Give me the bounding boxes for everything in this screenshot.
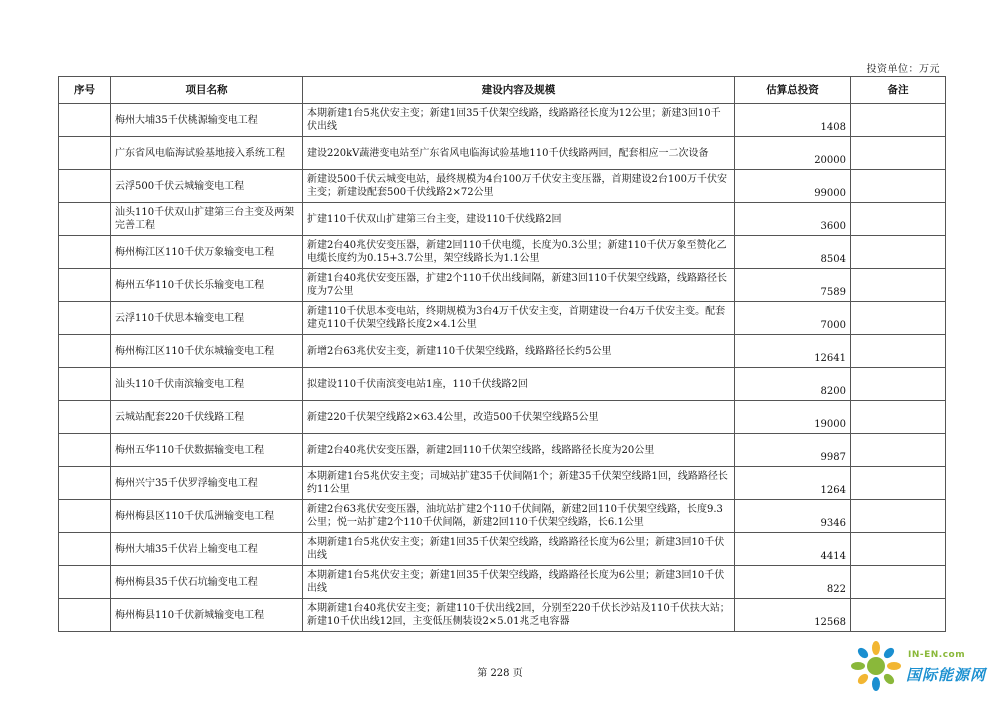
row-investment: 12641	[735, 335, 851, 368]
row-project-name: 云浮500千伏云城输变电工程	[111, 170, 303, 203]
row-content: 新建1台40兆伏安变压器，扩建2个110千伏出线间隔，新建3回110千伏架空线路，线路路径长度为7公里	[303, 269, 735, 302]
row-seq	[59, 203, 111, 236]
row-note	[851, 599, 946, 632]
row-note	[851, 137, 946, 170]
row-content: 扩建110千伏双山扩建第三台主变，建设110千伏线路2回	[303, 203, 735, 236]
row-content: 本期新建1台5兆伏安主变；新建1回35千伏架空线路，线路路径长度为12公里；新建3回10千伏出线	[303, 104, 735, 137]
row-note	[851, 236, 946, 269]
table-row	[59, 335, 946, 368]
row-project-name: 梅州梅江区110千伏万象输变电工程	[111, 236, 303, 269]
row-seq	[59, 500, 111, 533]
table-row	[59, 533, 946, 566]
row-content: 新建2台40兆伏安变压器，新建2回110千伏架空线路，线路路径长度为20公里	[303, 434, 735, 467]
header-name: 项目名称	[111, 77, 303, 104]
row-seq	[59, 269, 111, 302]
table-row	[59, 368, 946, 401]
table-row	[59, 467, 946, 500]
row-project-name: 梅州五华110千伏数据输变电工程	[111, 434, 303, 467]
row-investment: 19000	[735, 401, 851, 434]
sun-logo-icon	[850, 640, 902, 692]
row-note	[851, 104, 946, 137]
row-project-name: 梅州梅县110千伏新城输变电工程	[111, 599, 303, 632]
row-seq	[59, 566, 111, 599]
row-investment: 20000	[735, 137, 851, 170]
row-investment: 1408	[735, 104, 851, 137]
row-content: 拟建设110千伏南滨变电站1座，110千伏线路2回	[303, 368, 735, 401]
row-content: 新建220千伏架空线路2×63.4公里，改造500千伏架空线路5公里	[303, 401, 735, 434]
row-note	[851, 533, 946, 566]
row-seq	[59, 236, 111, 269]
header-note: 备注	[851, 77, 946, 104]
row-seq	[59, 335, 111, 368]
row-note	[851, 566, 946, 599]
row-note	[851, 500, 946, 533]
row-investment: 9346	[735, 500, 851, 533]
row-content: 新建2台63兆伏安变压器，油坑站扩建2个110千伏间隔，新建2回110千伏架空线路，长度9.3公里；悦一站扩建2个110千伏间隔，新建2回110千伏架空线路，长6.1公里	[303, 500, 735, 533]
row-content: 本期新建1台5兆伏安主变；司城站扩建35千伏间隔1个；新建35千伏架空线路1回，线路路径长约11公里	[303, 467, 735, 500]
row-note	[851, 269, 946, 302]
header-content: 建设内容及规模	[303, 77, 735, 104]
row-note	[851, 170, 946, 203]
row-seq	[59, 104, 111, 137]
row-project-name: 梅州兴宁35千伏罗浮输变电工程	[111, 467, 303, 500]
table-row	[59, 434, 946, 467]
row-seq	[59, 533, 111, 566]
table-row	[59, 566, 946, 599]
row-investment: 99000	[735, 170, 851, 203]
row-project-name: 梅州大埔35千伏桃源输变电工程	[111, 104, 303, 137]
row-seq	[59, 170, 111, 203]
row-seq	[59, 434, 111, 467]
row-content: 新建2台40兆伏安变压器，新建2回110千伏电缆，长度为0.3公里；新建110千伏万象至赞化乙电缆长度约为0.15+3.7公里，架空线路长为1.1公里	[303, 236, 735, 269]
row-investment: 8200	[735, 368, 851, 401]
table-row	[59, 401, 946, 434]
row-investment: 7000	[735, 302, 851, 335]
row-content: 本期新建1台5兆伏安主变；新建1回35千伏架空线路，线路路径长度为6公里；新建3回10千伏出线	[303, 566, 735, 599]
investment-unit-label: 投资单位：万元	[866, 64, 940, 75]
page-number: 第 228 页	[477, 668, 523, 679]
row-seq	[59, 368, 111, 401]
row-content: 新建设500千伏云城变电站，最终规模为4台100万千伏安主变压器，首期建设2台100万千伏安主变；新建设配套500千伏线路2×72公里	[303, 170, 735, 203]
row-project-name: 汕头110千伏双山扩建第三台主变及两架完善工程	[111, 203, 303, 236]
row-project-name: 梅州大埔35千伏岩上输变电工程	[111, 533, 303, 566]
row-investment: 3600	[735, 203, 851, 236]
row-investment: 7589	[735, 269, 851, 302]
row-project-name: 梅州梅县35千伏石坑输变电工程	[111, 566, 303, 599]
watermark-cn: 国际能源网	[906, 666, 987, 684]
row-project-name: 云城站配套220千伏线路工程	[111, 401, 303, 434]
row-project-name: 梅州五华110千伏长乐输变电工程	[111, 269, 303, 302]
row-investment: 4414	[735, 533, 851, 566]
table-row	[59, 302, 946, 335]
row-note	[851, 368, 946, 401]
table-row	[59, 236, 946, 269]
row-investment: 9987	[735, 434, 851, 467]
row-seq	[59, 302, 111, 335]
table-row	[59, 599, 946, 632]
table-row	[59, 500, 946, 533]
header-investment: 估算总投资	[735, 77, 851, 104]
row-project-name: 汕头110千伏南滨输变电工程	[111, 368, 303, 401]
watermark-en: IN-EN.com	[908, 650, 966, 660]
row-note	[851, 434, 946, 467]
table-row	[59, 269, 946, 302]
row-investment: 822	[735, 566, 851, 599]
row-seq	[59, 467, 111, 500]
row-project-name: 广东省风电临海试验基地接入系统工程	[111, 137, 303, 170]
row-content: 新增2台63兆伏安主变，新建110千伏架空线路，线路路径长约5公里	[303, 335, 735, 368]
row-note	[851, 401, 946, 434]
row-seq	[59, 401, 111, 434]
row-seq	[59, 137, 111, 170]
row-note	[851, 467, 946, 500]
table-row	[59, 170, 946, 203]
table-row	[59, 137, 946, 170]
row-investment: 8504	[735, 236, 851, 269]
row-content: 本期新建1台40兆伏安主变；新建110千伏出线2回，分别至220千伏长沙站及110千伏扶大站；新建10千伏出线12回，主变低压侧装设2×5.01兆乏电容器	[303, 599, 735, 632]
row-note	[851, 335, 946, 368]
row-content: 本期新建1台5兆伏安主变；新建1回35千伏架空线路，线路路径长度为6公里；新建3回10千伏出线	[303, 533, 735, 566]
row-project-name: 梅州梅县区110千伏瓜洲输变电工程	[111, 500, 303, 533]
row-investment: 12568	[735, 599, 851, 632]
row-note	[851, 302, 946, 335]
row-note	[851, 203, 946, 236]
row-project-name: 梅州梅江区110千伏东城输变电工程	[111, 335, 303, 368]
header-seq: 序号	[59, 77, 111, 104]
row-content: 建设220kV蔬港变电站至广东省风电临海试验基地110千伏线路两回，配套相应一二次设备	[303, 137, 735, 170]
row-content: 新建110千伏思本变电站，终期规模为3台4万千伏安主变，首期建设一台4万千伏安主变。配套建克110千伏架空线路长度2×4.1公里	[303, 302, 735, 335]
table-row	[59, 203, 946, 236]
table-header-row	[59, 77, 946, 104]
row-investment: 1264	[735, 467, 851, 500]
table-row	[59, 104, 946, 137]
project-table	[58, 76, 946, 632]
row-project-name: 云浮110千伏思本输变电工程	[111, 302, 303, 335]
row-seq	[59, 599, 111, 632]
watermark	[850, 638, 990, 698]
